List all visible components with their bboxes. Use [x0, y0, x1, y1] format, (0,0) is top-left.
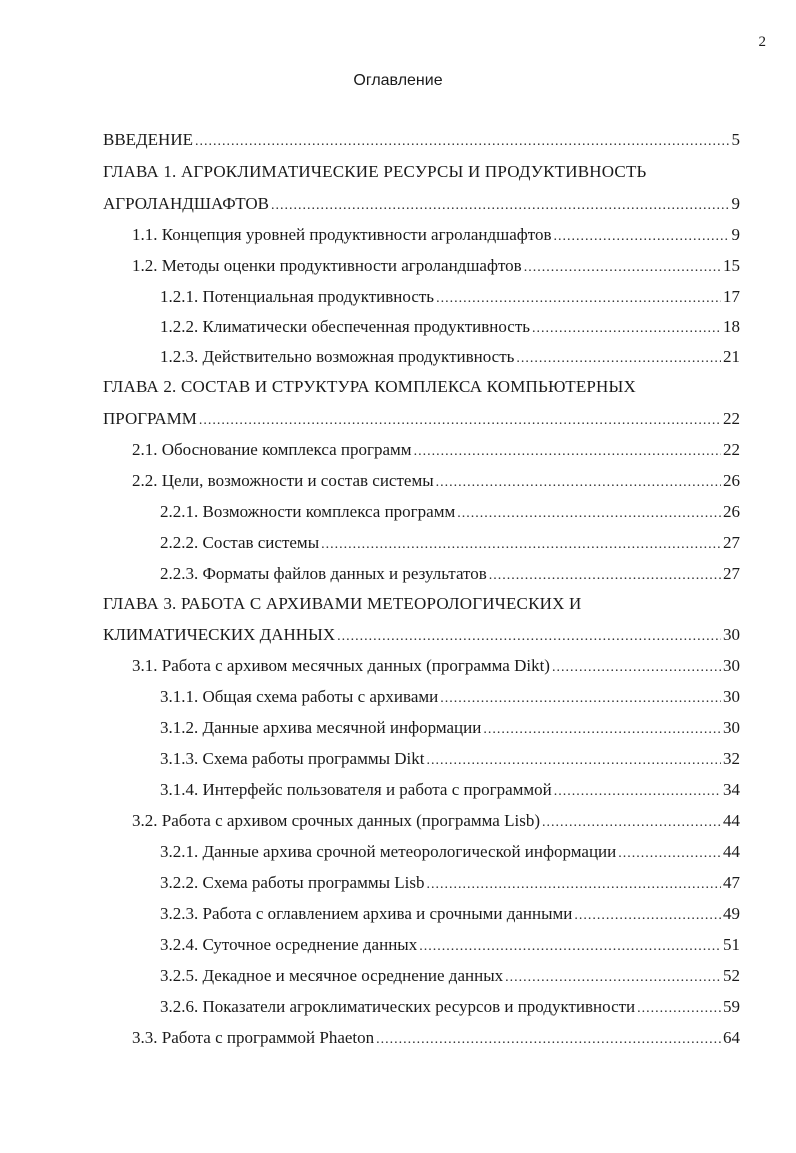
toc-entry-page: 59	[723, 997, 740, 1016]
toc-entry-page: 64	[723, 1028, 740, 1047]
toc-entry-page: 30	[723, 687, 740, 706]
page-title: Оглавление	[353, 72, 443, 89]
toc-entry-3-2-1	[160, 842, 740, 864]
dot-leader	[427, 875, 722, 895]
toc-entry-text: 3.2.2. Схема работы программы Lisb	[160, 873, 425, 892]
toc-entry-3-3	[132, 1028, 740, 1050]
toc-entry-page: 30	[723, 656, 740, 675]
toc-entry-3-1-3	[160, 749, 740, 771]
toc-entry-3-2-6	[160, 997, 740, 1019]
page-number: 2	[758, 34, 766, 50]
toc-entry-text: АГРОЛАНДШАФТОВ	[103, 194, 270, 213]
toc-entry-page: 34	[723, 780, 740, 799]
dot-leader	[436, 473, 721, 493]
toc-entry-page: 47	[723, 873, 740, 892]
dot-leader	[524, 258, 721, 278]
toc-entry-chapter-1	[103, 194, 740, 216]
toc-entry-text: 1.2.1. Потенциальная продуктивность	[160, 287, 435, 306]
dot-leader	[414, 442, 721, 462]
toc-entry-text: 3.1. Работа с архивом месячных данных (программа Dikt)	[132, 656, 550, 675]
dot-leader	[376, 1030, 721, 1050]
dot-leader	[618, 844, 721, 864]
dot-leader	[457, 504, 721, 524]
toc-entry-2-1	[132, 440, 740, 462]
toc-entry-text: 2.2. Цели, возможности и состав системы	[132, 471, 434, 490]
toc-entry-page: 30	[723, 625, 740, 644]
dot-leader	[637, 999, 721, 1019]
toc-entry-1-2-3	[160, 347, 740, 369]
toc-entry-page: 26	[723, 502, 740, 521]
toc-entry-3-2-4	[160, 935, 740, 957]
toc-entry-page: 30	[723, 718, 740, 737]
toc-entry-text: 3.1.4. Интерфейс пользователя и работа с программой	[160, 780, 552, 799]
toc-entry-page: 52	[723, 966, 740, 985]
dot-leader	[321, 535, 721, 555]
toc-entry-3-2-5	[160, 966, 740, 988]
toc-entry-page: 18	[723, 317, 740, 336]
toc-entry-text: 1.2.3. Действительно возможная продуктивность	[160, 347, 515, 366]
toc-entry-page: 26	[723, 471, 740, 490]
dot-leader	[554, 782, 721, 802]
toc-chapter-2-heading: ГЛАВА 2. СОСТАВ И СТРУКТУРА КОМПЛЕКСА КОМПЬЮТЕРНЫХ	[103, 377, 637, 396]
toc-entry-text: 1.1. Концепция уровней продуктивности агроландшафтов	[132, 225, 552, 244]
dot-leader	[505, 968, 721, 988]
toc-entry-3-2-2	[160, 873, 740, 895]
toc-entry-text: 3.2.5. Декадное и месячное осреднение данных	[160, 966, 504, 985]
toc-entry-1-2	[132, 256, 740, 278]
dot-leader	[199, 411, 721, 431]
toc-entry-1-2-1	[160, 287, 740, 309]
toc-entry-text: 2.2.3. Форматы файлов данных и результатов	[160, 564, 487, 583]
toc-entry-page: 9	[731, 194, 740, 213]
toc-entry-page: 9	[731, 225, 740, 244]
dot-leader	[271, 196, 729, 216]
toc-entry-text: 3.2.3. Работа с оглавлением архива и срочными данными	[160, 904, 573, 923]
dot-leader	[440, 689, 721, 709]
toc-entry-page: 15	[723, 256, 740, 275]
toc-entry-1-1	[132, 225, 740, 247]
toc-entry-page: 5	[731, 130, 740, 149]
toc-entry-2-2-1	[160, 502, 740, 524]
toc-entry-text: 3.2.4. Суточное осреднение данных	[160, 935, 418, 954]
toc-entry-3-2	[132, 811, 740, 833]
dot-leader	[195, 132, 730, 152]
toc-entry-2-2-3	[160, 564, 740, 586]
toc-entry-text: 3.1.1. Общая схема работы с архивами	[160, 687, 439, 706]
toc-entry-text: 3.2.6. Показатели агроклиматических ресурсов и продуктивности	[160, 997, 636, 1016]
dot-leader	[419, 937, 721, 957]
toc-entry-3-1	[132, 656, 740, 678]
toc-chapter-3-heading: ГЛАВА 3. РАБОТА С АРХИВАМИ МЕТЕОРОЛОГИЧЕСКИХ И	[103, 594, 582, 613]
toc-entry-2-2	[132, 471, 740, 493]
dot-leader	[542, 813, 721, 833]
dot-leader	[337, 627, 721, 647]
toc-entry-text: 3.3. Работа с программой Phaeton	[132, 1028, 375, 1047]
dot-leader	[516, 349, 721, 369]
dot-leader	[532, 319, 721, 339]
toc-entry-page: 44	[723, 842, 740, 861]
toc-entry-page: 44	[723, 811, 740, 830]
toc-entry-text: 3.2.1. Данные архива срочной метеорологической информации	[160, 842, 617, 861]
toc-entry-text: 3.2. Работа с архивом срочных данных (программа Lisb)	[132, 811, 540, 830]
toc-entry-text: 2.2.1. Возможности комплекса программ	[160, 502, 456, 521]
toc-entry-text: 3.1.2. Данные архива месячной информации	[160, 718, 482, 737]
dot-leader	[552, 658, 721, 678]
toc-entry-page: 22	[723, 440, 740, 459]
toc-entry-page: 27	[723, 564, 740, 583]
toc-entry-page: 22	[723, 409, 740, 428]
toc-entry-text: ВВЕДЕНИЕ	[103, 130, 193, 149]
toc-entry-text: 1.2. Методы оценки продуктивности агроландшафтов	[132, 256, 522, 275]
toc-chapter-1-heading: ГЛАВА 1. АГРОКЛИМАТИЧЕСКИЕ РЕСУРСЫ И ПРОДУКТИВНОСТЬ	[103, 162, 647, 181]
toc-entry-text: КЛИМАТИЧЕСКИХ ДАННЫХ	[103, 625, 336, 644]
dot-leader	[489, 566, 721, 586]
toc-entry-text: 3.1.3. Схема работы программы Dikt	[160, 749, 425, 768]
toc-entry-chapter-3	[103, 625, 740, 647]
toc-entry-page: 21	[723, 347, 740, 366]
toc-entry-introduction	[103, 130, 740, 152]
toc-entry-page: 17	[723, 287, 740, 306]
toc-entry-page: 32	[723, 749, 740, 768]
toc-entry-text: 2.2.2. Состав системы	[160, 533, 320, 552]
dot-leader	[554, 227, 730, 247]
toc-entry-3-1-2	[160, 718, 740, 740]
toc-entry-text: ПРОГРАММ	[103, 409, 197, 428]
dot-leader	[427, 751, 722, 771]
dot-leader	[436, 289, 721, 309]
toc-entry-page: 51	[723, 935, 740, 954]
dot-leader	[483, 720, 721, 740]
toc-entry-text: 1.2.2. Климатически обеспеченная продуктивность	[160, 317, 531, 336]
toc-entry-page: 27	[723, 533, 740, 552]
dot-leader	[574, 906, 721, 926]
toc-entry-3-1-4	[160, 780, 740, 802]
toc-entry-2-2-2	[160, 533, 740, 555]
toc-entry-3-1-1	[160, 687, 740, 709]
toc-entry-3-2-3	[160, 904, 740, 926]
toc-entry-page: 49	[723, 904, 740, 923]
toc-entry-chapter-2	[103, 409, 740, 431]
toc-entry-1-2-2	[160, 317, 740, 339]
toc-entry-text: 2.1. Обоснование комплекса программ	[132, 440, 412, 459]
